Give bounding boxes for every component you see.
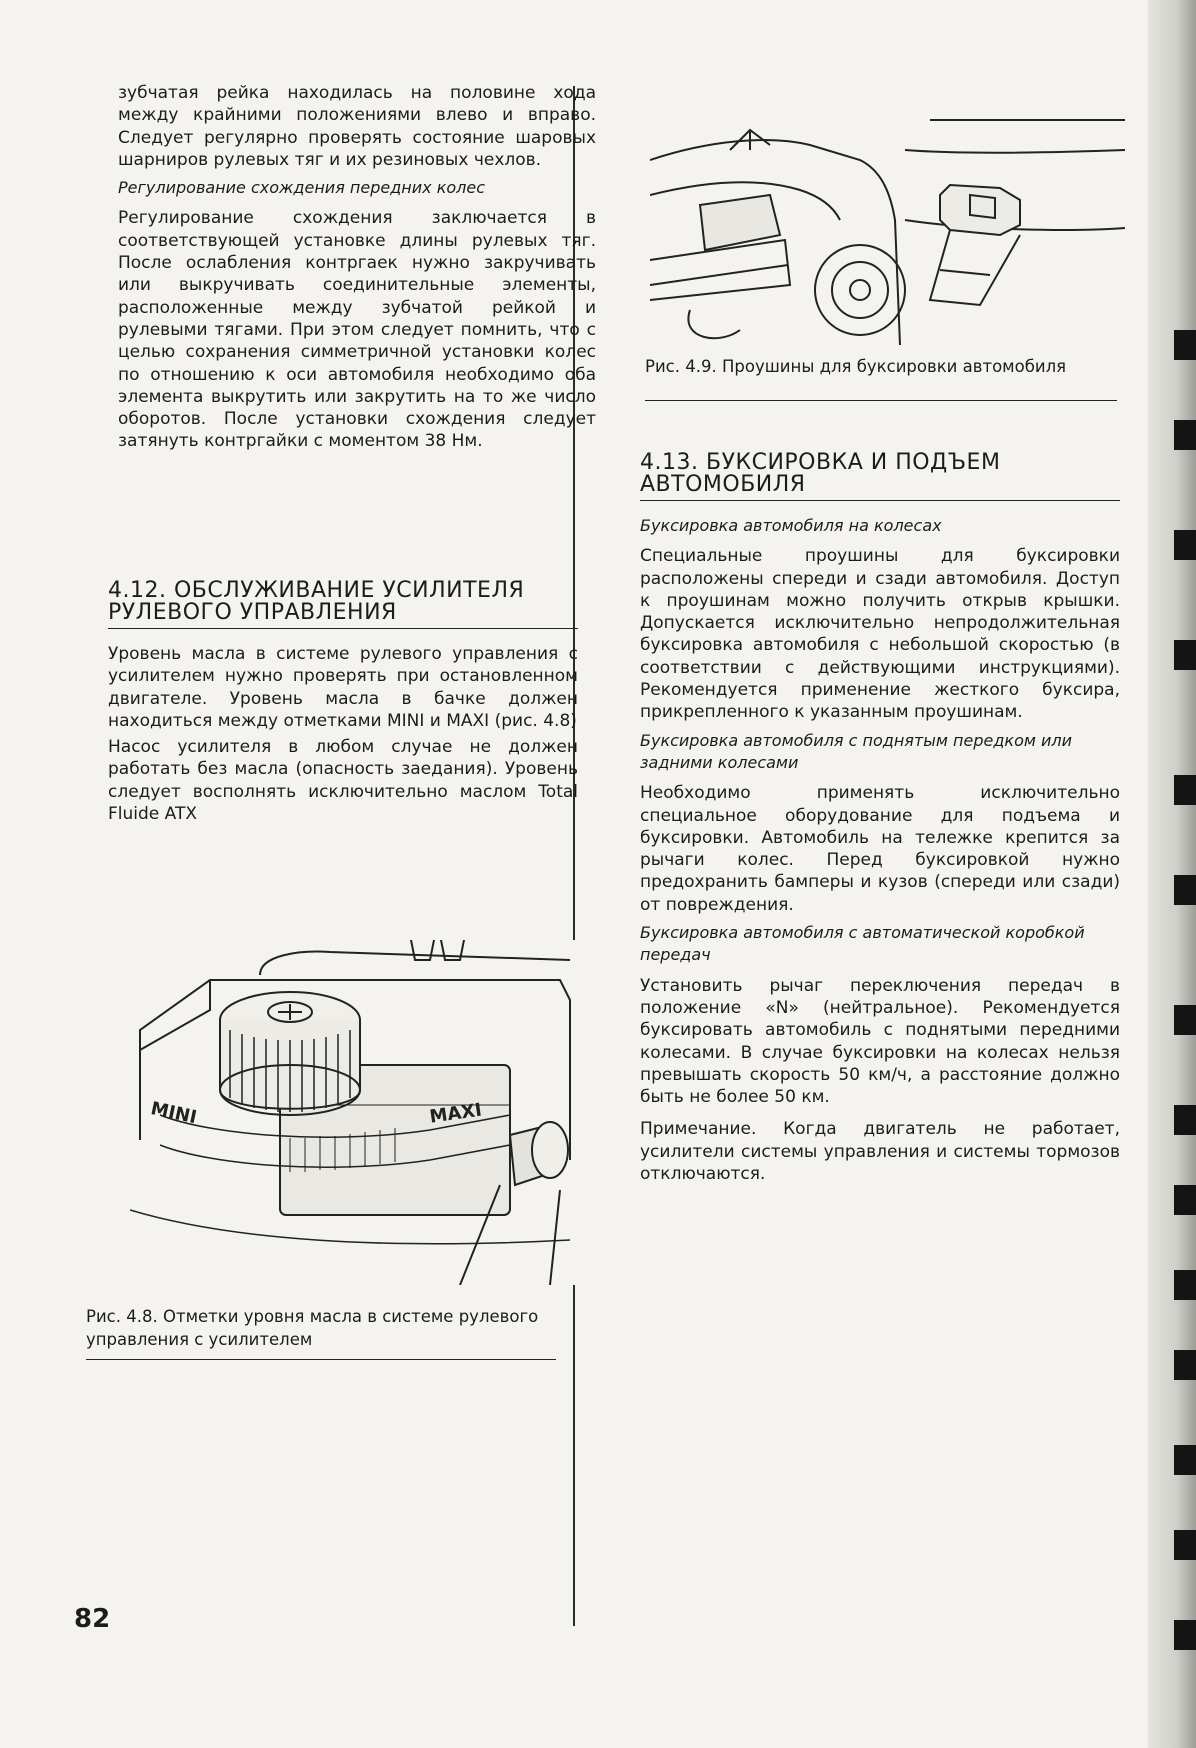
section-title-4-13: 4.13. БУКСИРОВКА И ПОДЪЕМ АВТОМОБИЛЯ	[640, 452, 1120, 501]
figure-4-8-caption: Рис. 4.8. Отметки уровня масла в системе рулевого управления с усилителем	[86, 1305, 556, 1360]
page-edge-shadow	[1148, 0, 1196, 1748]
left-column-top	[118, 82, 596, 457]
towing-lifted-paragraph: Необходимо применять исключительно специальное оборудование для подъема и буксировки. Автомобиль на тележке крепится за рычаги колес. Перед буксировкой нужно предохранить бамперы и кузов (спереди или сзади) от повреждения.	[640, 783, 1120, 915]
right-column-section	[640, 452, 1120, 1189]
mini-mark-label: MINI	[148, 1098, 199, 1129]
figure-4-9-tow-hooks	[650, 110, 1125, 345]
pump-paragraph: Насос усилителя в любом случае не должен работать без масла (опасность заедания). Уровень следует восполнять исключительно маслом Total Fluide ATX	[108, 737, 578, 825]
section-title-4-12: 4.12. ОБСЛУЖИВАНИЕ УСИЛИТЕЛЯ РУЛЕВОГО УПРАВЛЕНИЯ	[108, 580, 578, 629]
left-intro-paragraph: зубчатая рейка находилась на половине хода между крайними положениями влево и вправо. Следует регулярно проверять состояние шаровых шарниров рулевых тяг и их резиновых чехлов.	[118, 83, 596, 170]
towing-lifted-subheading: Буксировка автомобиля с поднятым передком или задними колесами	[640, 730, 1073, 772]
right-column-caption-block	[645, 355, 1117, 401]
page-number: 82	[74, 1604, 111, 1634]
towing-on-wheels-paragraph: Специальные проушины для буксировки расположены спереди и сзади автомобиля. Доступ к проушинам можно получить открыв крышки. Допускается исключительно непродолжительная буксировка автомобиля с небольшой скоростью (в соответствии с действующими инструкциями). Рекомендуется применение жесткого буксира, прикрепленного к указанным проушинам.	[640, 546, 1120, 723]
towing-on-wheels-subheading: Буксировка автомобиля на колесах	[640, 516, 942, 535]
tow-hook-illustration	[650, 110, 1125, 345]
maxi-mark-label: MAXI	[428, 1099, 484, 1128]
toe-adjustment-paragraph: Регулирование схождения заключается в соответствующей установке длины рулевых тяг. После ослабления контргаек нужно закручивать или выкручивать соединительные элементы, расположенные между зубчатой рейкой и рулевыми тягами. При этом следует помнить, что с целью сохранения симметричной установки колес по отношению к оси автомобиля необходимо оба элемента выкрутить или закрутить на то же число оборотов. После установки схождения следует затянуть контргайки с моментом 38 Нм.	[118, 208, 596, 452]
figure-4-8-caption-block	[86, 1305, 556, 1360]
oil-level-paragraph: Уровень масла в системе рулевого управления с усилителем нужно проверять при остановленном двигателе. Уровень масла в бачке должен находиться между отметками MINI и MAXI (рис. 4.8)	[108, 644, 578, 731]
reservoir-illustration	[130, 940, 580, 1285]
figure-4-8-reservoir	[130, 940, 580, 1285]
note-paragraph: Примечание. Когда двигатель не работает, усилители системы управления и системы тормозов отключаются.	[640, 1119, 1120, 1185]
towing-automatic-subheading: Буксировка автомобиля с автоматической коробкой передач	[640, 923, 1085, 965]
left-column-section	[108, 580, 578, 829]
toe-adjustment-subheading: Регулирование схождения передних колес	[118, 178, 486, 198]
towing-automatic-paragraph: Установить рычаг переключения передач в положение «N» (нейтральное). Рекомендуется буксировать автомобиль с поднятыми передними колесами. В случае буксировки на колесах нельзя превышать скорость 50 км/ч, а расстояние должно быть не более 50 км.	[640, 975, 1120, 1108]
figure-4-9-caption: Рис. 4.9. Проушины для буксировки автомобиля	[645, 355, 1117, 401]
